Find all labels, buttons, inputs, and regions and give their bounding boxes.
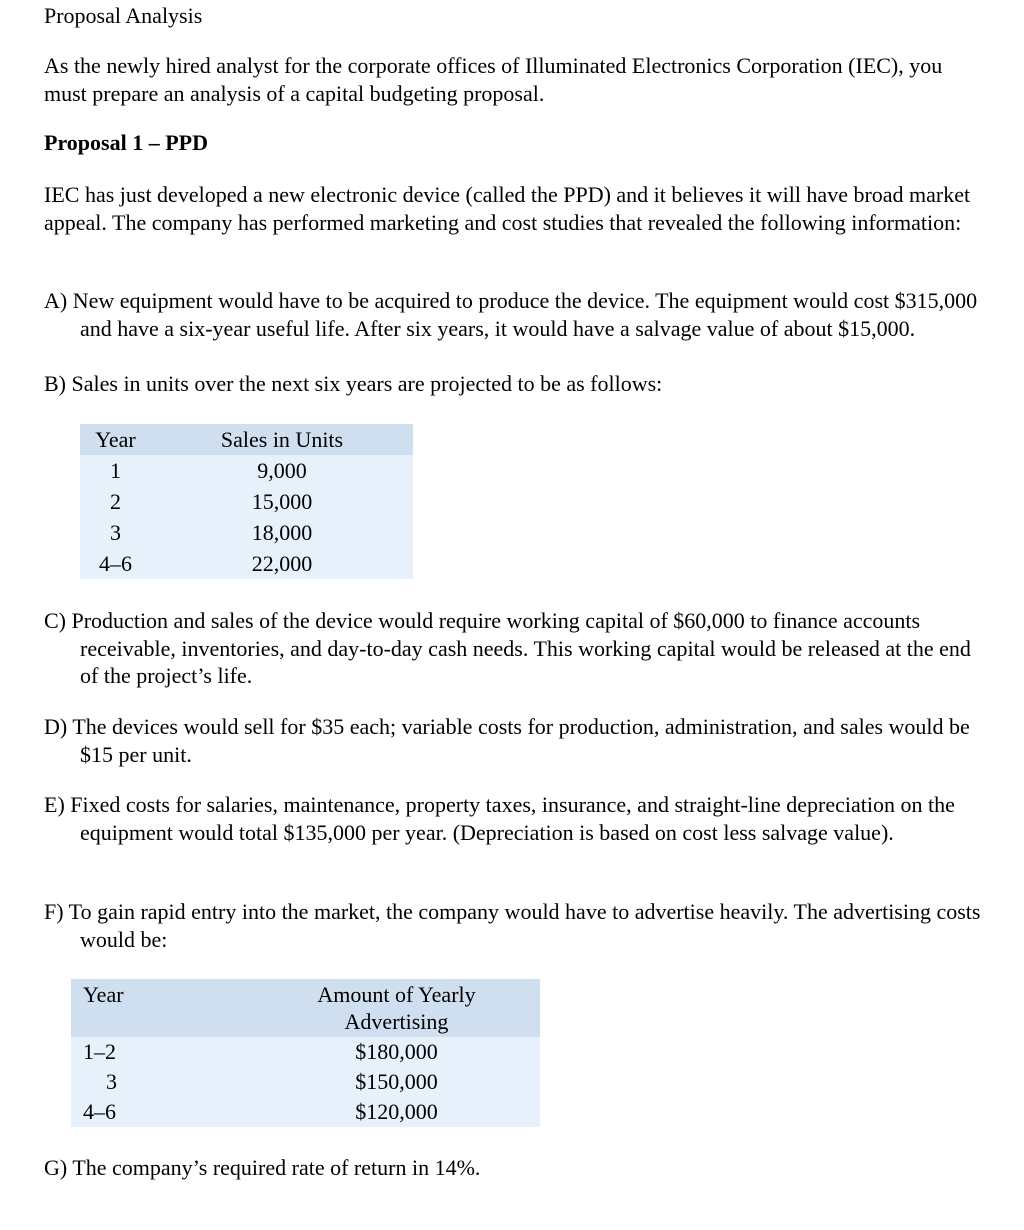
item-d [44,713,984,768]
item-a [44,287,984,342]
intro-paragraph: As the newly hired analyst for the corporate offices of Illuminated Electronics Corporation (IEC), you must prepare an analysis of a capital budgeting proposal. [44,53,943,106]
item-d-text: D) The devices would sell for $35 each; variable costs for production, administration, and sales would be $15 per unit. [44,714,970,767]
sales-header-units: Sales in Units [151,424,413,455]
sales-units-cell: 18,000 [151,517,413,548]
advertising-table-header-row [71,979,540,1037]
sales-year-cell: 4–6 [80,548,151,579]
advertising-year-cell: 4–6 [71,1097,253,1127]
item-b [44,370,984,398]
advertising-year-cell: 1–2 [71,1037,253,1067]
item-c-text: C) Production and sales of the device would require working capital of $60,000 to finance accounts receivable, inventories, and day-to-day cash needs. This working capital would be released at the end of the project’s life. [44,608,971,688]
sales-year-cell: 2 [80,486,151,517]
item-e-text: E) Fixed costs for salaries, maintenance, property taxes, insurance, and straight-line depreciation on the equipment would total $135,000 per year. (Depreciation is based on cost less salvage value). [44,792,955,845]
sales-units-cell: 22,000 [151,548,413,579]
sales-table-header-row [80,424,413,455]
sales-table [80,424,413,579]
item-a-text: A) New equipment would have to be acquired to produce the device. The equipment would cost $315,000 and have a six-year useful life. After six years, it would have a salvage value of about $15,000. [44,288,978,341]
proposal-heading: Proposal 1 – PPD [44,130,208,155]
page-title: Proposal Analysis [44,3,203,28]
table-row [80,548,413,579]
description-paragraph: IEC has just developed a new electronic device (called the PPD) and it believes it will have broad market appeal. The company has performed marketing and cost studies that revealed the following information: [44,182,971,235]
sales-header-year: Year [80,424,151,455]
sales-year-cell: 1 [80,455,151,486]
advertising-amount-cell: $150,000 [253,1067,540,1097]
sales-units-cell: 15,000 [151,486,413,517]
item-f-text: F) To gain rapid entry into the market, the company would have to advertise heavily. The advertising costs would be: [44,899,981,952]
item-g-text: G) The company’s required rate of return in 14%. [44,1155,481,1180]
sales-units-cell: 9,000 [151,455,413,486]
advertising-header-year: Year [71,979,253,1037]
advertising-header-amount: Amount of Yearly Advertising [253,979,540,1037]
item-g [44,1154,984,1182]
advertising-amount-cell: $120,000 [253,1097,540,1127]
advertising-amount-cell: $180,000 [253,1037,540,1067]
sales-year-cell: 3 [80,517,151,548]
table-row [71,1097,540,1127]
item-b-text: B) Sales in units over the next six years are projected to be as follows: [44,371,663,396]
item-e [44,791,984,846]
table-row [71,1037,540,1067]
table-row [80,517,413,548]
advertising-year-cell: 3 [71,1067,253,1097]
item-f [44,898,984,953]
table-row [71,1067,540,1097]
item-c [44,607,984,690]
table-row [80,486,413,517]
table-row [80,455,413,486]
advertising-table [71,979,540,1127]
